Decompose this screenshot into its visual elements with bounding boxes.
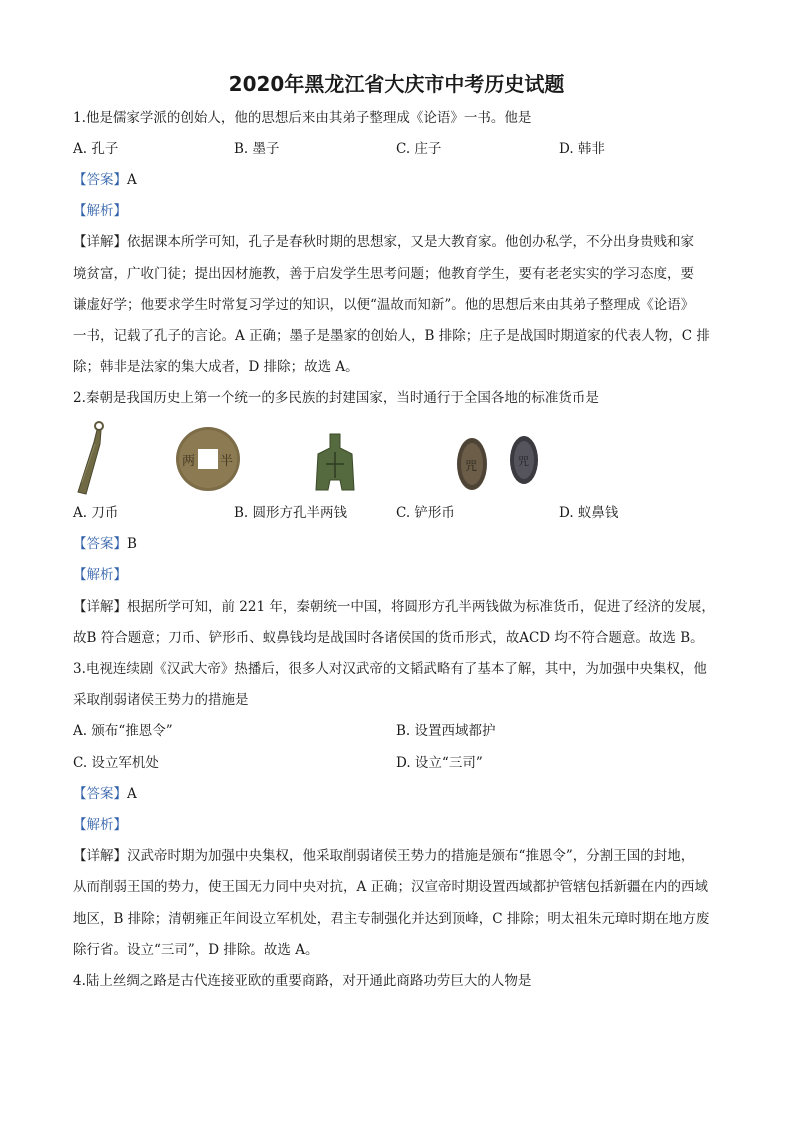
q3-option-d: D. 设立“三司”	[396, 755, 483, 771]
detail-tag: 【详解】	[73, 848, 127, 864]
q1-option-d: D. 韩非	[559, 141, 605, 157]
q3-option-a: A. 颁布“推恩令”	[73, 723, 173, 739]
q3-detail-line: 从而削弱王国的势力，使王国无力同中央对抗，A 正确；汉宣帝时期设置西域都护管辖包括新疆在内的西域	[73, 879, 709, 895]
detail-tag: 【详解】	[73, 234, 127, 250]
q1-stem: 1.他是儒家学派的创始人，他的思想后来由其弟子整理成《论语》一书。他是	[73, 110, 532, 126]
q2-stem: 2.秦朝是我国历史上第一个统一的多民族的封建国家，当时通行于全国各地的标准货币是	[73, 390, 599, 406]
q1-option-a: A. 孔子	[73, 141, 119, 157]
answer-tag: 【答案】	[73, 786, 127, 802]
q1-answer	[73, 170, 723, 190]
q1-detail-line: 一书，记载了孔子的言论。A 正确；墨子是墨家的创始人，B 排除；庄子是战国时期道家的代表人物，C 排	[73, 328, 710, 344]
detail-tag: 【详解】	[73, 599, 127, 615]
q3-detail-line: 除行省。设立“三司”，D 排除。故选 A。	[73, 942, 319, 958]
answer-value: A	[127, 786, 137, 802]
knife-coin-image	[70, 420, 110, 496]
detail-text: 依据课本所学可知，孔子是春秋时期的思想家，又是大教育家。他创办私学，不分出身贵贱和家	[127, 234, 694, 250]
svg-text:半: 半	[220, 454, 234, 469]
q3-stem: 3.电视连续剧《汉武大帝》热播后，很多人对汉武帝的文韬武略有了基本了解，其中，为加强中央集权，他	[73, 661, 707, 677]
q2-option-c: C. 铲形币	[396, 505, 455, 521]
spade-coin-image	[312, 432, 358, 494]
q3-detail-line: 地区，B 排除；清朝雍正年间设立军机处，君主专制强化并达到顶峰，C 排除；明太祖朱元璋时期在地方废	[73, 911, 710, 927]
q2-option-d: D. 蚁鼻钱	[559, 505, 619, 521]
q1-analysis-tag: 【解析】	[73, 203, 127, 219]
round-square-hole-coin-image	[174, 425, 242, 493]
answer-value: B	[127, 536, 137, 552]
svg-text:两: 两	[182, 454, 196, 469]
q1-option-b: B. 墨子	[234, 141, 280, 157]
q3-stem: 采取削弱诸侯王势力的措施是	[73, 692, 249, 708]
q2-detail-line	[73, 597, 723, 617]
q4-stem: 4.陆上丝绸之路是古代连接亚欧的重要商路，对开通此商路功劳巨大的人物是	[73, 973, 532, 989]
ant-nose-coin-image	[452, 432, 548, 494]
q3-option-b: B. 设置西域都护	[396, 723, 496, 739]
answer-tag: 【答案】	[73, 536, 127, 552]
q2-detail-line: 故B 符合题意；刀币、铲形币、蚁鼻钱均是战国时各诸侯国的货币形式，故ACD 均不符合题意。故选 B。	[73, 630, 704, 646]
page-title: 2020年黑龙江省大庆市中考历史试题	[228, 72, 565, 96]
q3-answer	[73, 784, 723, 804]
answer-value: A	[127, 172, 137, 188]
q1-detail-line: 谦虚好学；他要求学生时常复习学过的知识，以便“温故而知新”。他的思想后来由其弟子整理成《论语》	[73, 297, 695, 313]
q3-analysis-tag: 【解析】	[73, 817, 127, 833]
q1-detail-line: 除；韩非是法家的集大成者，D 排除；故选 A。	[73, 359, 359, 375]
q2-answer	[73, 534, 723, 554]
svg-text:咒: 咒	[465, 459, 478, 473]
q3-option-c: C. 设立军机处	[73, 755, 159, 771]
q1-detail-line	[73, 232, 723, 252]
detail-text: 根据所学可知，前 221 年，秦朝统一中国，将圆形方孔半两钱做为标准货币，促进了经济的发展，	[127, 599, 715, 615]
q1-detail-line: 境贫富，广收门徒；提出因材施教，善于启发学生思考问题；他教育学生，要有老老实实的学习态度，要	[73, 266, 694, 282]
svg-text:咒: 咒	[518, 455, 529, 468]
detail-text: 汉武帝时期为加强中央集权，他采取削弱诸侯王势力的措施是颁布“推恩令”，分割王国的封地，	[127, 848, 695, 864]
q2-analysis-tag: 【解析】	[73, 567, 127, 583]
q2-option-b: B. 圆形方孔半两钱	[234, 505, 348, 521]
answer-tag: 【答案】	[73, 172, 127, 188]
q3-detail-line	[73, 846, 723, 866]
q1-option-c: C. 庄子	[396, 141, 442, 157]
q2-option-a: A. 刀币	[73, 505, 119, 521]
